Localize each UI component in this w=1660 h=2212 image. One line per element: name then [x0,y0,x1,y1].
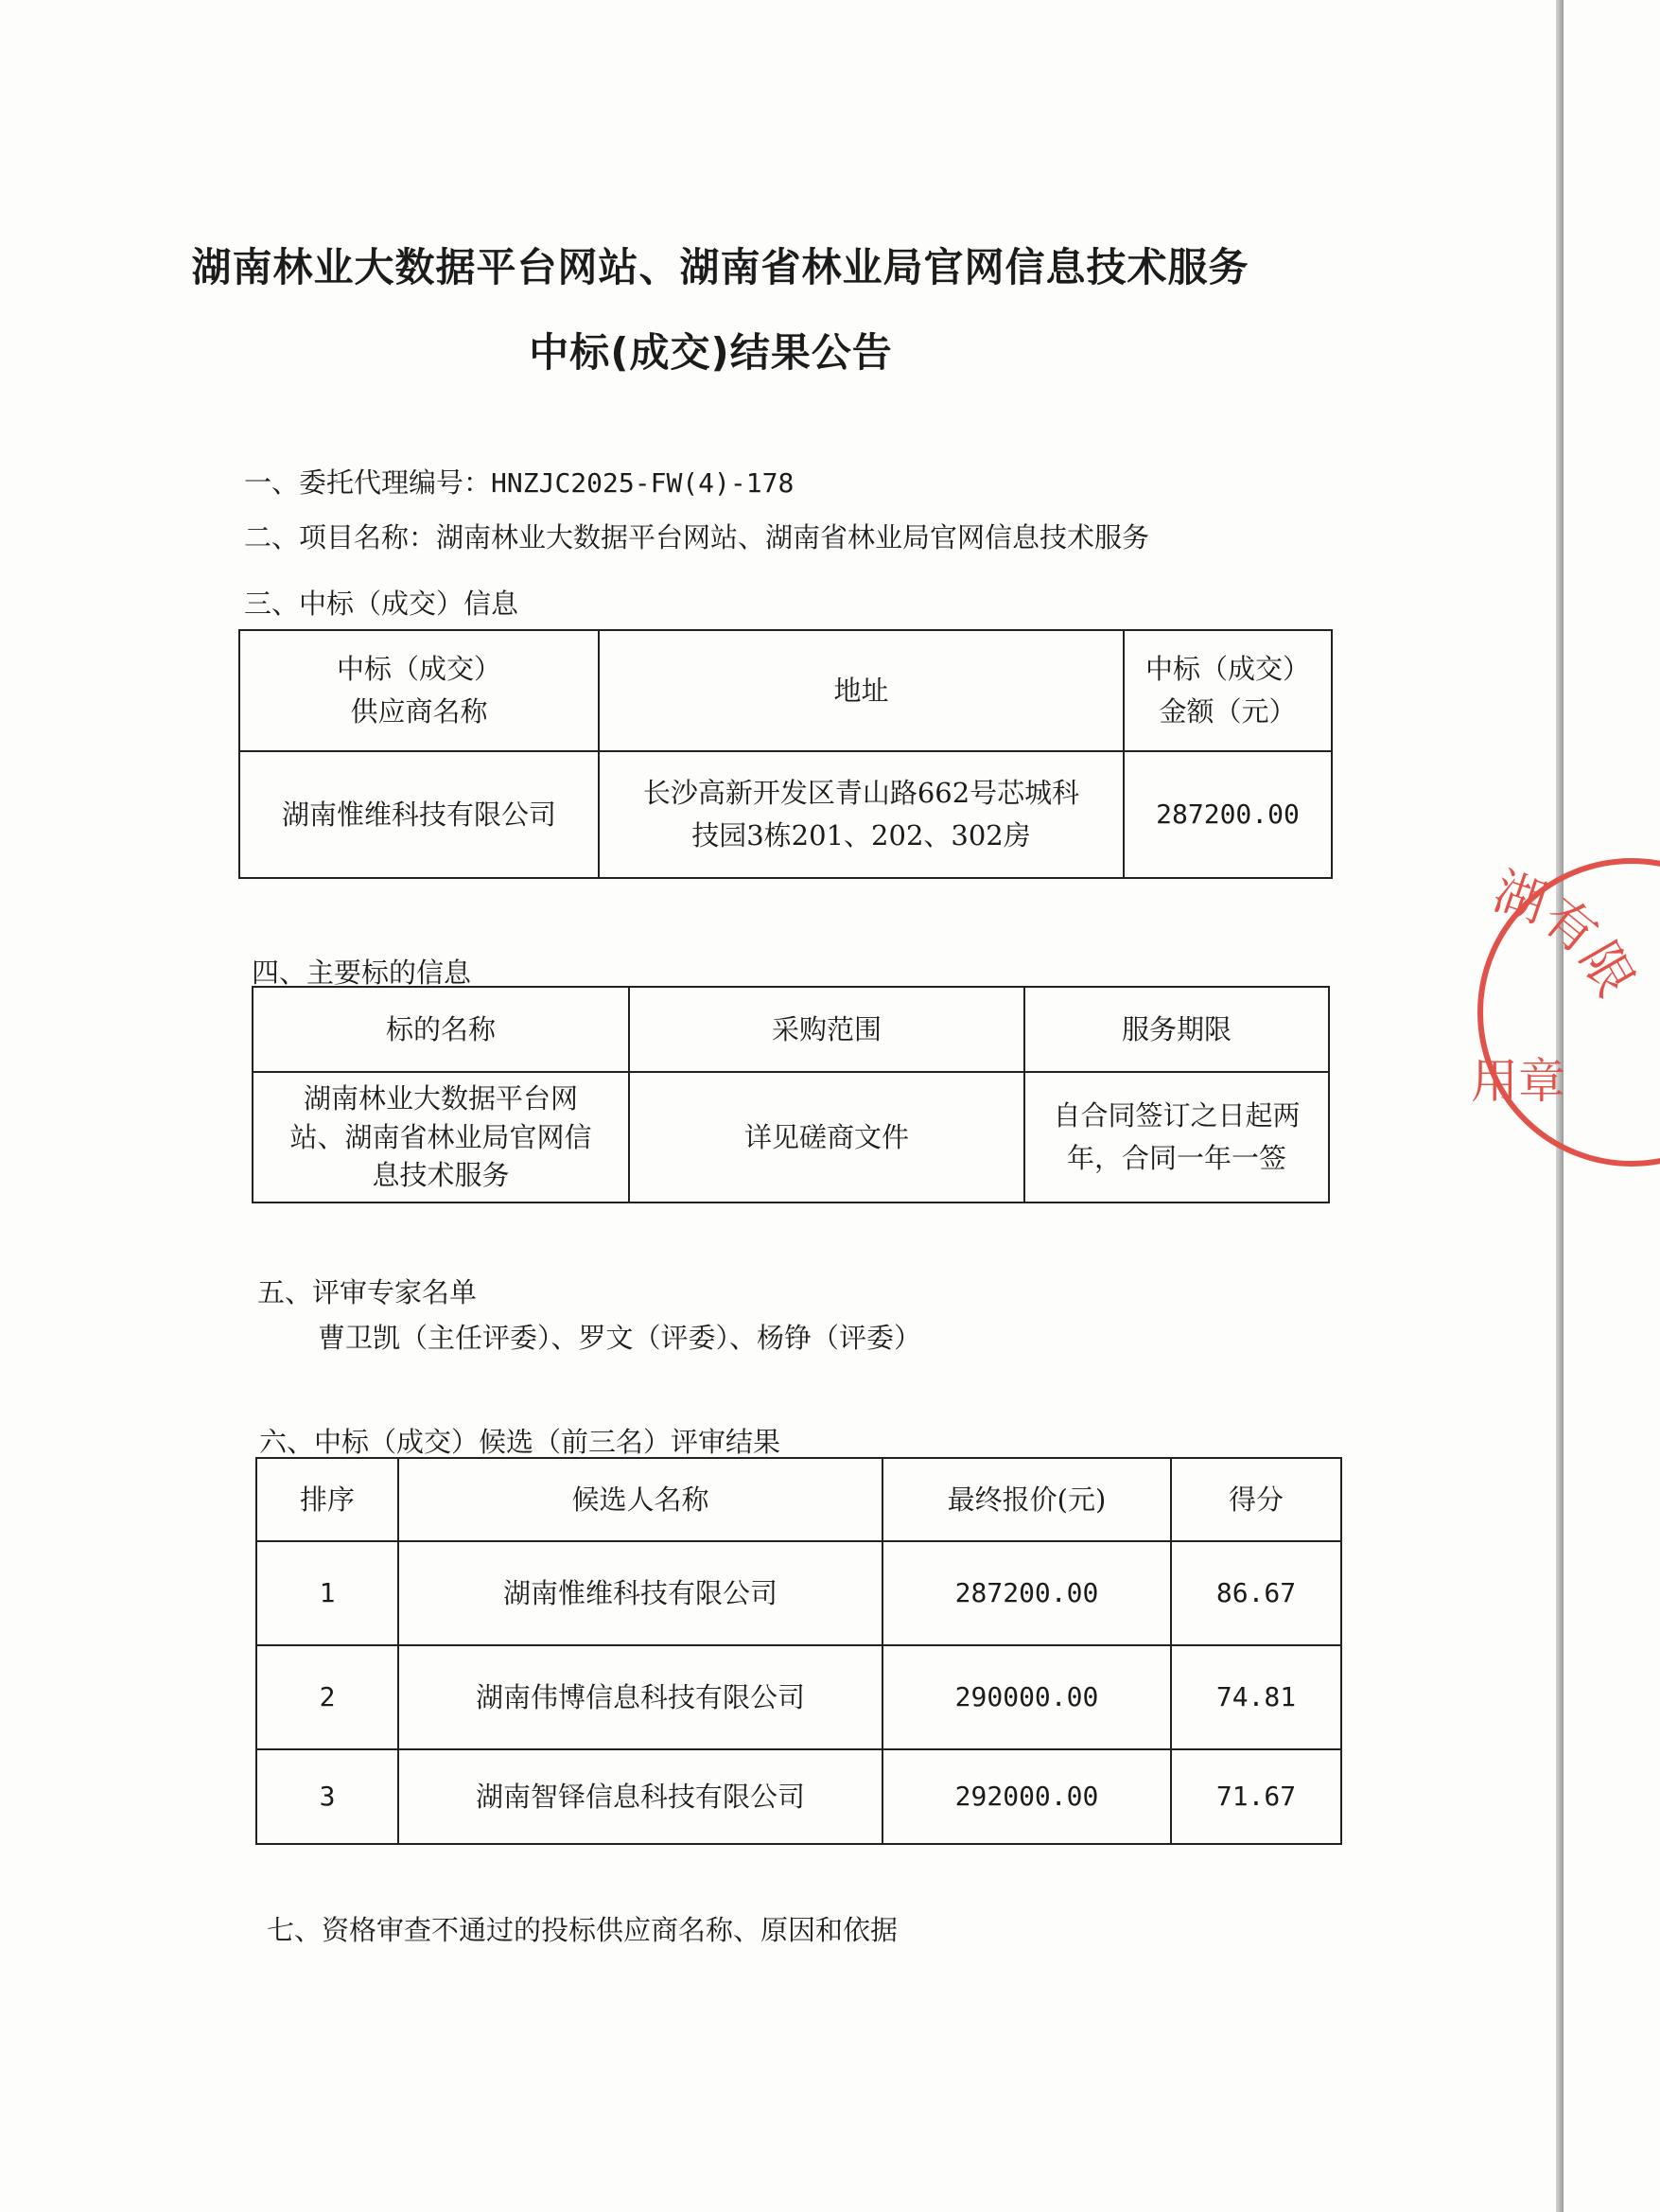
candidate-name-header: 候选人名称 [398,1458,882,1541]
agency-number-label: 一、委托代理编号： [244,466,492,499]
expert-list: 曹卫凯（主任评委）、罗文（评委）、杨铮（评委） [318,1322,922,1354]
project-name-line [244,517,1149,555]
rank-header: 排序 [256,1458,398,1541]
candidate-rank: 2 [256,1645,398,1749]
supplier-name-header: 中标（成交） 供应商名称 [239,630,599,751]
subject-name-value: 湖南林业大数据平台网 站、湖南省林业局官网信 息技术服务 [253,1072,629,1203]
award-info-table [238,629,1333,879]
winning-supplier-address: 长沙高新开发区青山路662号芯城科 技园3栋201、202、302房 [599,751,1124,878]
candidate-name: 湖南智铎信息科技有限公司 [398,1749,882,1844]
project-name-value: 湖南林业大数据平台网站、湖南省林业局官网信息技术服务 [436,521,1150,553]
agency-number-line [244,462,794,500]
score-header: 得分 [1171,1458,1341,1541]
official-seal-stamp [1426,785,1660,1173]
table-row [256,1645,1341,1749]
award-info-row [239,751,1332,878]
candidate-rank: 3 [256,1749,398,1844]
project-name-label: 二、项目名称： [244,521,437,553]
subject-info-table [252,986,1330,1203]
subject-info-header-row [253,987,1329,1072]
candidate-score: 71.67 [1171,1749,1341,1844]
candidate-score: 74.81 [1171,1645,1341,1749]
candidate-price: 290000.00 [882,1645,1171,1749]
candidate-price: 292000.00 [882,1749,1171,1844]
subject-info-row [253,1072,1329,1203]
candidate-rank: 1 [256,1541,398,1645]
procurement-scope-header: 采购范围 [629,987,1024,1072]
award-amount-value: 287200.00 [1124,751,1332,878]
service-term-value: 自合同签订之日起两 年，合同一年一签 [1024,1072,1329,1203]
award-info-heading: 三、中标（成交）信息 [244,588,519,620]
candidate-name: 湖南伟博信息科技有限公司 [398,1645,882,1749]
service-term-header: 服务期限 [1024,987,1329,1072]
candidate-name: 湖南惟维科技有限公司 [398,1541,882,1645]
winning-supplier-name: 湖南惟维科技有限公司 [239,751,599,878]
notice-title-line-2: 中标(成交)结果公告 [529,329,893,376]
agency-number-value: HNZJC2025-FW(4)-178 [491,467,795,499]
table-row [256,1541,1341,1645]
candidate-results-table [255,1457,1342,1845]
candidate-results-heading: 六、中标（成交）候选（前三名）评审结果 [259,1426,781,1458]
address-header: 地址 [599,630,1124,751]
final-price-header: 最终报价(元) [882,1458,1171,1541]
failed-qualification-heading: 七、资格审查不通过的投标供应商名称、原因和依据 [267,1914,899,1946]
candidate-price: 287200.00 [882,1541,1171,1645]
award-info-header-row [239,630,1332,751]
table-row [256,1749,1341,1844]
seal-bottom-text: 用章 [1471,1054,1565,1109]
subject-info-heading: 四、主要标的信息 [252,957,472,989]
procurement-scope-value: 详见磋商文件 [629,1072,1024,1203]
notice-title-line-1: 湖南林业大数据平台网站、湖南省林业局官网信息技术服务 [191,244,1249,290]
candidate-results-header-row [256,1458,1341,1541]
award-amount-header: 中标（成交） 金额（元） [1124,630,1332,751]
subject-name-header: 标的名称 [253,987,629,1072]
candidate-score: 86.67 [1171,1541,1341,1645]
expert-list-heading: 五、评审专家名单 [257,1276,478,1308]
seal-arc-text: 湖有限公司 [1426,785,1646,1007]
